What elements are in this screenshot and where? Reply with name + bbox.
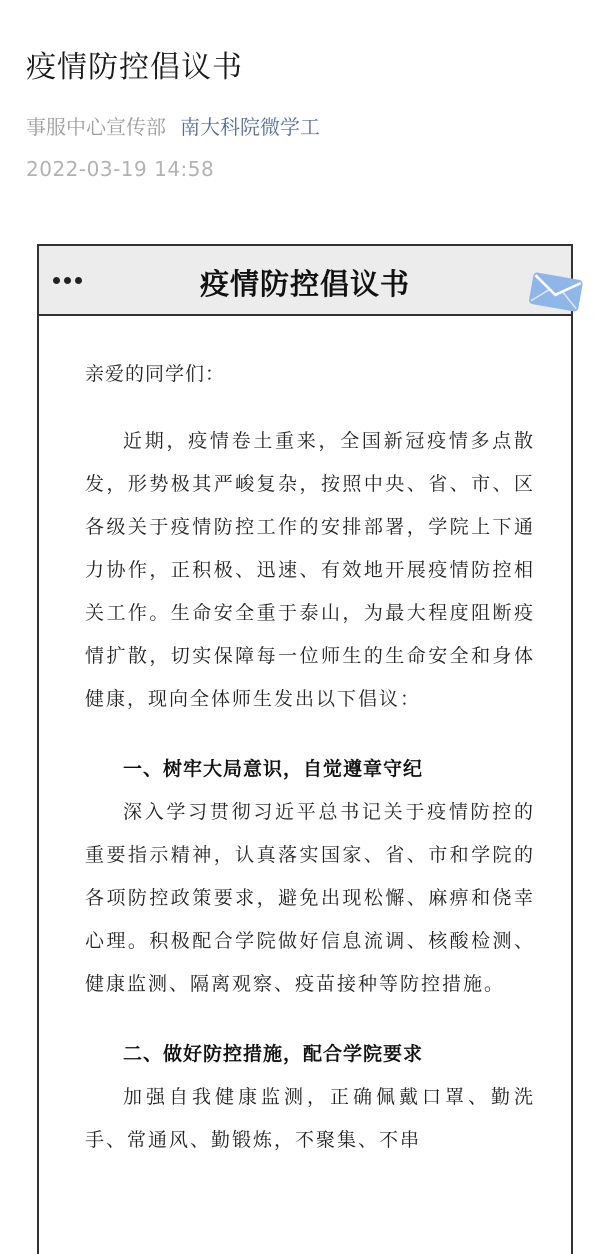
card-header xyxy=(39,246,571,316)
envelope-icon xyxy=(526,268,586,314)
section-1-heading: 一、树牢大局意识，自觉遵章守纪 xyxy=(123,758,424,780)
section-2-heading: 二、做好防控措施，配合学院要求 xyxy=(123,1043,424,1065)
account-name-link[interactable]: 南大科院微学工 xyxy=(180,115,320,139)
publish-date: 2022-03-19 14:58 xyxy=(26,157,215,181)
card-title: 疫情防控倡议书 xyxy=(199,267,410,301)
author-org: 事服中心宣传部 xyxy=(26,115,166,139)
section-1-paragraph: 深入学习贯彻习近平总书记关于疫情防控的重要指示精神，认真落实国家、省、市和学院的各项防控政策要求，避免出现松懈、麻痹和侥幸心理。积极配合学院做好信息流调、核酸检测、健康监测、隔离观察、疫苗接种等防控措施。 xyxy=(85,801,535,995)
article-title: 疫情防控倡议书 xyxy=(26,50,243,85)
greeting-text: 亲爱的同学们： xyxy=(85,363,226,385)
section-2-paragraph: 加强自我健康监测，正确佩戴口罩、勤洗手、常通风、勤锻炼，不聚集、不串 xyxy=(85,1086,535,1151)
card-content xyxy=(85,352,535,1162)
intro-paragraph: 近期，疫情卷土重来，全国新冠疫情多点散发，形势极其严峻复杂，按照中央、省、市、区各级关于疫情防控工作的安排部署，学院上下通力协作，正积极、迅速、有效地开展疫情防控相关工作。生命安全重于泰山，为最大程度阻断疫情扩散，切实保障每一位师生的生命安全和身体健康，现向全体师生发出以下倡议： xyxy=(85,430,535,710)
article-meta xyxy=(26,111,320,140)
